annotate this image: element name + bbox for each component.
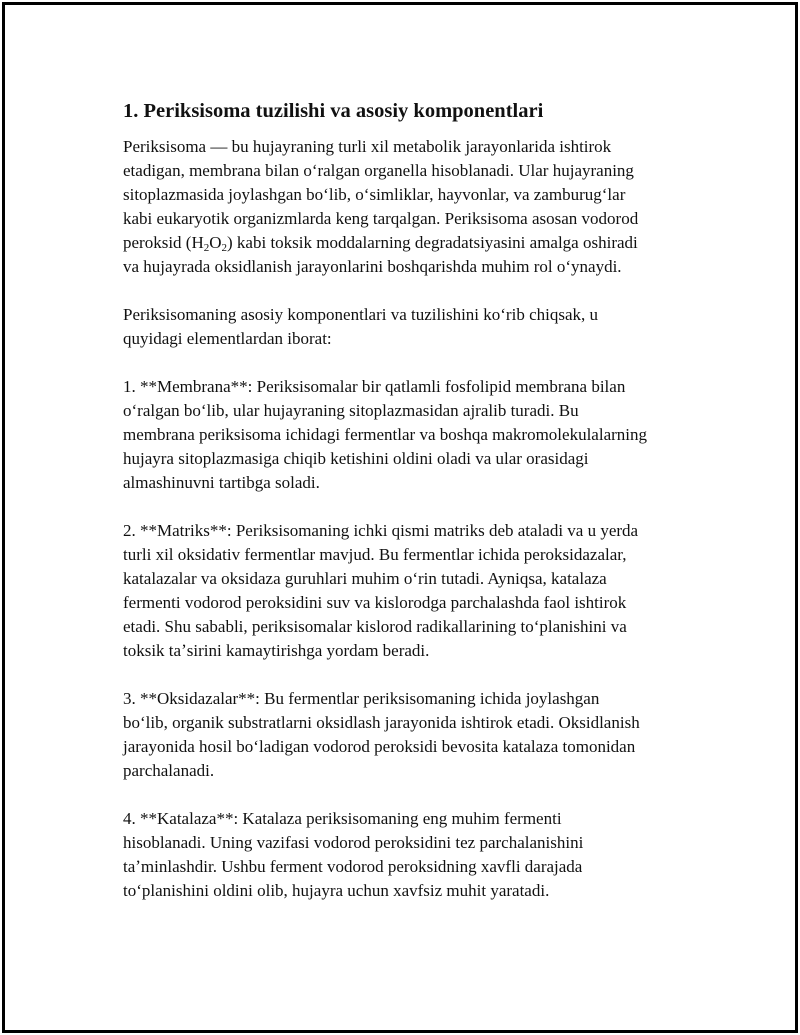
text-line: hisoblanadi. Uning vazifasi vodorod peroksidini tez parchalanishini — [123, 833, 584, 852]
overview-paragraph — [123, 303, 695, 351]
text-line: katalazalar va oksidaza guruhlari muhim oʻrin tutadi. Ayniqsa, katalaza — [123, 569, 607, 588]
text-line: boʻlib, organik substratlarni oksidlash jarayonida ishtirok etadi. Oksidlanish — [123, 713, 640, 732]
text-line: 3. **Oksidazalar**: Bu fermentlar periksisomaning ichida joylashgan — [123, 689, 600, 708]
text-line: taʼminlashdir. Ushbu ferment vodorod peroksidning xavfli darajada — [123, 857, 583, 876]
formula-subscript: 2 — [221, 242, 228, 254]
text-line: membrana periksisoma ichidagi fermentlar va boshqa makromolekulalarning — [123, 425, 647, 444]
text-line: etadigan, membrana bilan oʻralgan organella hisoblanadi. Ular hujayraning — [123, 161, 634, 180]
text-line: jarayonida hosil boʻladigan vodorod peroksidi bevosita katalaza tomonidan — [123, 737, 636, 756]
list-item-matriks — [123, 519, 695, 663]
list-item-katalaza — [123, 807, 695, 903]
text-line: va hujayrada oksidlanish jarayonlarini boshqarishda muhim rol oʻynaydi. — [123, 257, 622, 276]
page-frame — [2, 2, 798, 1033]
text-line: oʻralgan boʻlib, ular hujayraning sitoplazmasidan ajralib turadi. Bu — [123, 401, 579, 420]
text-line: etadi. Shu sababli, periksisomalar kislorod radikallarining toʻplanishini va — [123, 617, 627, 636]
text-line: parchalanadi. — [123, 761, 215, 780]
intro-paragraph — [123, 135, 695, 279]
formula-text-before: peroksid (H — [123, 233, 204, 252]
text-line: toksik taʼsirini kamaytirishga yordam beradi. — [123, 641, 430, 660]
text-line: turli xil oksidativ fermentlar mavjud. Bu fermentlar ichida peroksidazalar, — [123, 545, 627, 564]
text-line: almashinuvni tartibga soladi. — [123, 473, 320, 492]
document-body — [123, 97, 695, 927]
text-line: sitoplazmasida joylashgan boʻlib, oʻsimliklar, hayvonlar, va zamburugʻlar — [123, 185, 626, 204]
formula-line — [123, 231, 695, 255]
text-line: toʻplanishini oldini olib, hujayra uchun xavfsiz muhit yaratadi. — [123, 881, 550, 900]
text-line: quyidagi elementlardan iborat: — [123, 329, 332, 348]
text-line: 2. **Matriks**: Periksisomaning ichki qismi matriks deb ataladi va u yerda — [123, 521, 639, 540]
list-item-membrana — [123, 375, 695, 495]
text-line: 1. **Membrana**: Periksisomalar bir qatlamli fosfolipid membrana bilan — [123, 377, 626, 396]
formula-text-after: ) kabi toksik moddalarning degradatsiyasini amalga oshiradi — [227, 233, 638, 252]
section-heading: 1. Periksisoma tuzilishi va asosiy komponentlari — [123, 100, 544, 122]
text-line: 4. **Katalaza**: Katalaza periksisomaning eng muhim fermenti — [123, 809, 562, 828]
text-line: Periksisoma — bu hujayraning turli xil metabolik jarayonlarida ishtirok — [123, 137, 612, 156]
text-line: hujayra sitoplazmasiga chiqib ketishini oldini oladi va ular orasidagi — [123, 449, 589, 468]
text-line: fermenti vodorod peroksidini suv va kislorodga parchalashda faol ishtirok — [123, 593, 627, 612]
text-line: Periksisomaning asosiy komponentlari va tuzilishini koʻrib chiqsak, u — [123, 305, 598, 324]
formula-text-mid: O — [209, 233, 222, 252]
text-line: kabi eukaryotik organizmlarda keng tarqalgan. Periksisoma asosan vodorod — [123, 209, 639, 228]
formula-subscript: 2 — [203, 242, 210, 254]
list-item-oksidazalar — [123, 687, 695, 783]
